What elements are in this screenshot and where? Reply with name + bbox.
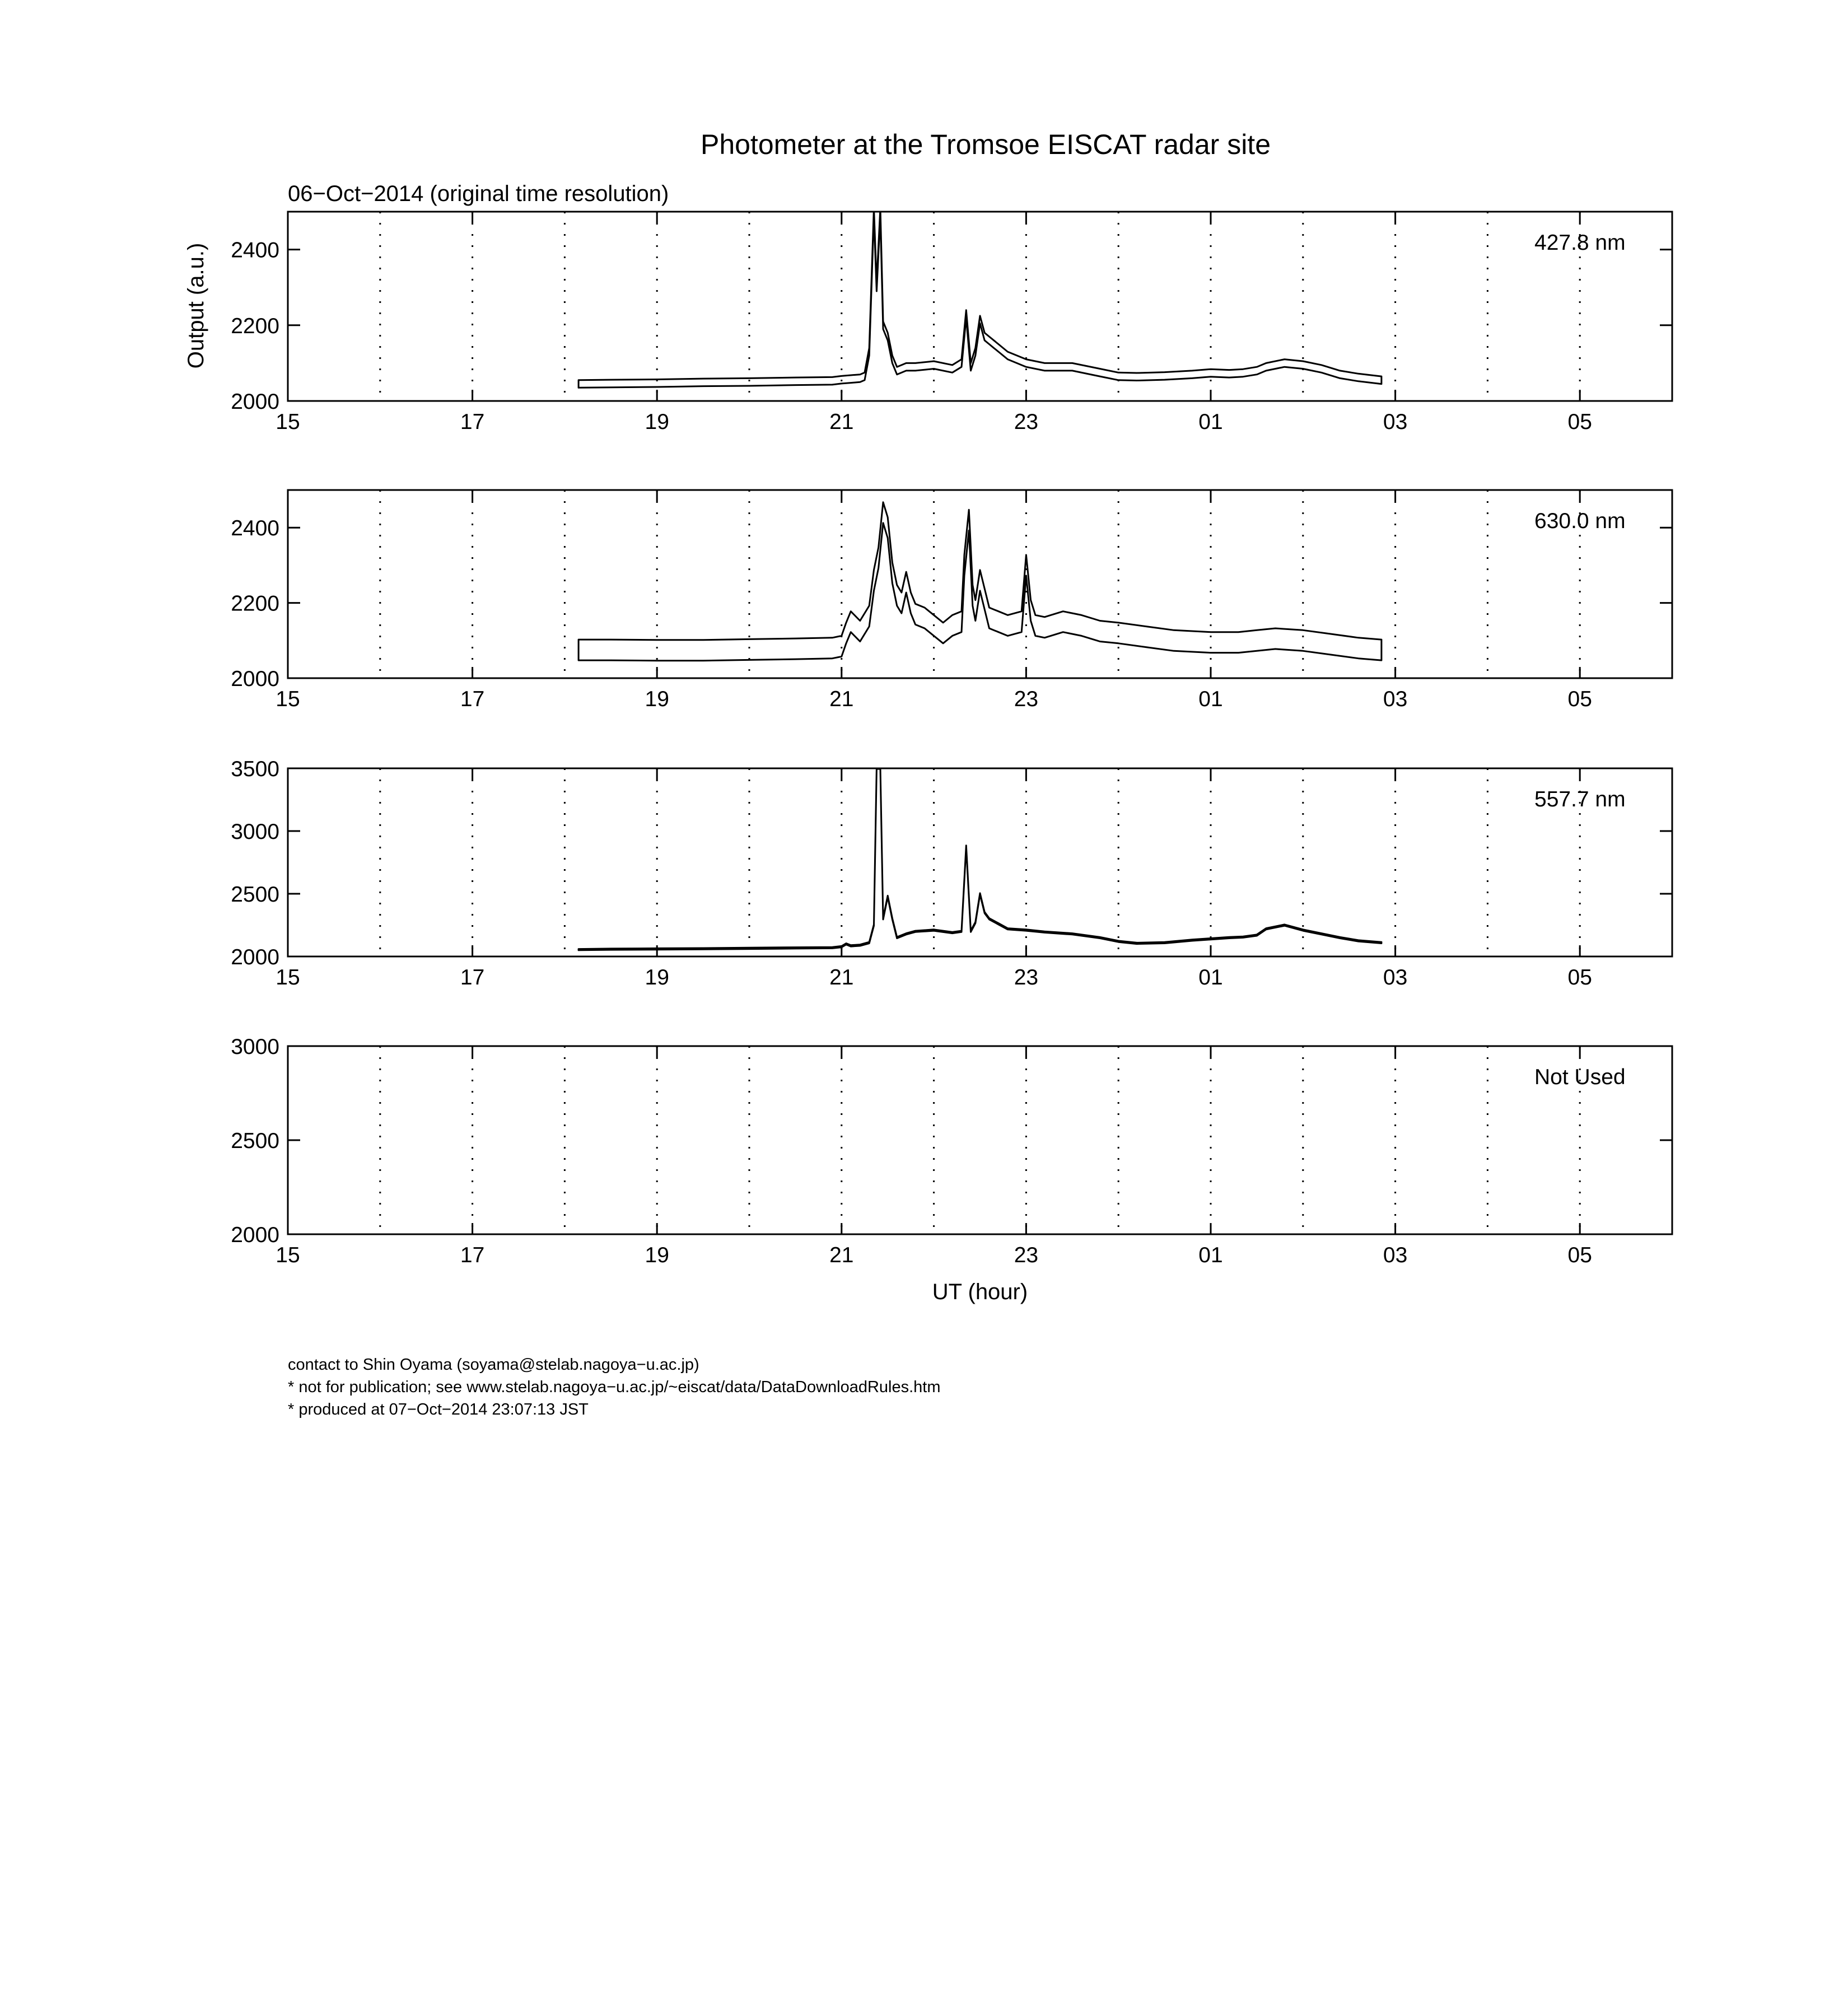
panel-frame bbox=[288, 1046, 1672, 1234]
panel-label: 557.7 nm bbox=[1534, 787, 1626, 811]
y-tick-label: 2200 bbox=[231, 591, 279, 616]
panel-frame bbox=[288, 768, 1672, 956]
x-tick-label: 23 bbox=[1014, 1243, 1039, 1267]
footer-rules: * not for publication; see www.stelab.nagoya−u.ac.jp/~eiscat/data/DataDownloadRules.htm bbox=[288, 1378, 941, 1396]
y-tick-label: 2400 bbox=[231, 238, 279, 263]
panels bbox=[231, 208, 1672, 1267]
y-tick-label: 3000 bbox=[231, 1035, 279, 1059]
x-tick-label: 21 bbox=[829, 1243, 854, 1267]
x-tick-label: 21 bbox=[829, 410, 854, 434]
x-tick-label: 01 bbox=[1198, 410, 1223, 434]
x-tick-label: 05 bbox=[1567, 965, 1592, 990]
y-tick-label: 2500 bbox=[231, 1129, 279, 1153]
x-tick-label: 23 bbox=[1014, 687, 1039, 711]
x-tick-label: 15 bbox=[276, 410, 300, 434]
y-tick-label: 2000 bbox=[231, 945, 279, 969]
y-tick-label: 2400 bbox=[231, 516, 279, 541]
x-tick-label: 17 bbox=[460, 965, 485, 990]
x-tick-label: 15 bbox=[276, 687, 300, 711]
x-tick-label: 01 bbox=[1198, 687, 1223, 711]
x-tick-label: 05 bbox=[1567, 410, 1592, 434]
series-line bbox=[578, 502, 1382, 661]
x-tick-label: 23 bbox=[1014, 965, 1039, 990]
x-axis-label: UT (hour) bbox=[932, 1280, 1028, 1304]
figure-title: Photometer at the Tromsoe EISCAT radar site bbox=[700, 129, 1271, 160]
x-tick-label: 15 bbox=[276, 1243, 300, 1267]
x-tick-label: 03 bbox=[1383, 1243, 1408, 1267]
y-tick-label: 2000 bbox=[231, 390, 279, 414]
panel-3 bbox=[231, 757, 1672, 990]
x-tick-label: 21 bbox=[829, 687, 854, 711]
x-tick-label: 19 bbox=[645, 965, 669, 990]
x-tick-label: 17 bbox=[460, 687, 485, 711]
y-tick-label: 3000 bbox=[231, 820, 279, 844]
x-tick-label: 15 bbox=[276, 965, 300, 990]
x-tick-label: 17 bbox=[460, 410, 485, 434]
panel-frame bbox=[288, 212, 1672, 401]
x-tick-label: 05 bbox=[1567, 687, 1592, 711]
panel-4 bbox=[231, 1035, 1672, 1267]
x-tick-label: 21 bbox=[829, 965, 854, 990]
x-tick-label: 23 bbox=[1014, 410, 1039, 434]
panel-label: Not Used bbox=[1534, 1065, 1626, 1089]
y-tick-label: 2200 bbox=[231, 314, 279, 338]
y-axis-label: Output (a.u.) bbox=[184, 242, 208, 369]
y-tick-label: 2000 bbox=[231, 667, 279, 691]
panel-frame bbox=[288, 490, 1672, 678]
panel-label: 427.8 nm bbox=[1534, 231, 1626, 255]
x-tick-label: 17 bbox=[460, 1243, 485, 1267]
footer-contact: contact to Shin Oyama (soyama@stelab.nagoya−u.ac.jp) bbox=[288, 1356, 699, 1374]
y-tick-label: 3500 bbox=[231, 757, 279, 781]
x-tick-label: 19 bbox=[645, 410, 669, 434]
x-tick-label: 19 bbox=[645, 687, 669, 711]
x-tick-label: 03 bbox=[1383, 965, 1408, 990]
x-tick-label: 03 bbox=[1383, 687, 1408, 711]
series-line bbox=[578, 768, 1382, 950]
x-tick-label: 05 bbox=[1567, 1243, 1592, 1267]
x-tick-label: 19 bbox=[645, 1243, 669, 1267]
x-tick-label: 03 bbox=[1383, 410, 1408, 434]
x-tick-label: 01 bbox=[1198, 965, 1223, 990]
panel-1 bbox=[231, 208, 1672, 434]
figure-subtitle: 06−Oct−2014 (original time resolution) bbox=[288, 181, 669, 206]
x-tick-label: 01 bbox=[1198, 1243, 1223, 1267]
y-tick-label: 2500 bbox=[231, 883, 279, 907]
y-tick-label: 2000 bbox=[231, 1223, 279, 1247]
series-line bbox=[578, 208, 1382, 388]
panel-2 bbox=[231, 490, 1672, 711]
footer-produced: * produced at 07−Oct−2014 23:07:13 JST bbox=[288, 1401, 589, 1418]
panel-label: 630.0 nm bbox=[1534, 509, 1626, 533]
